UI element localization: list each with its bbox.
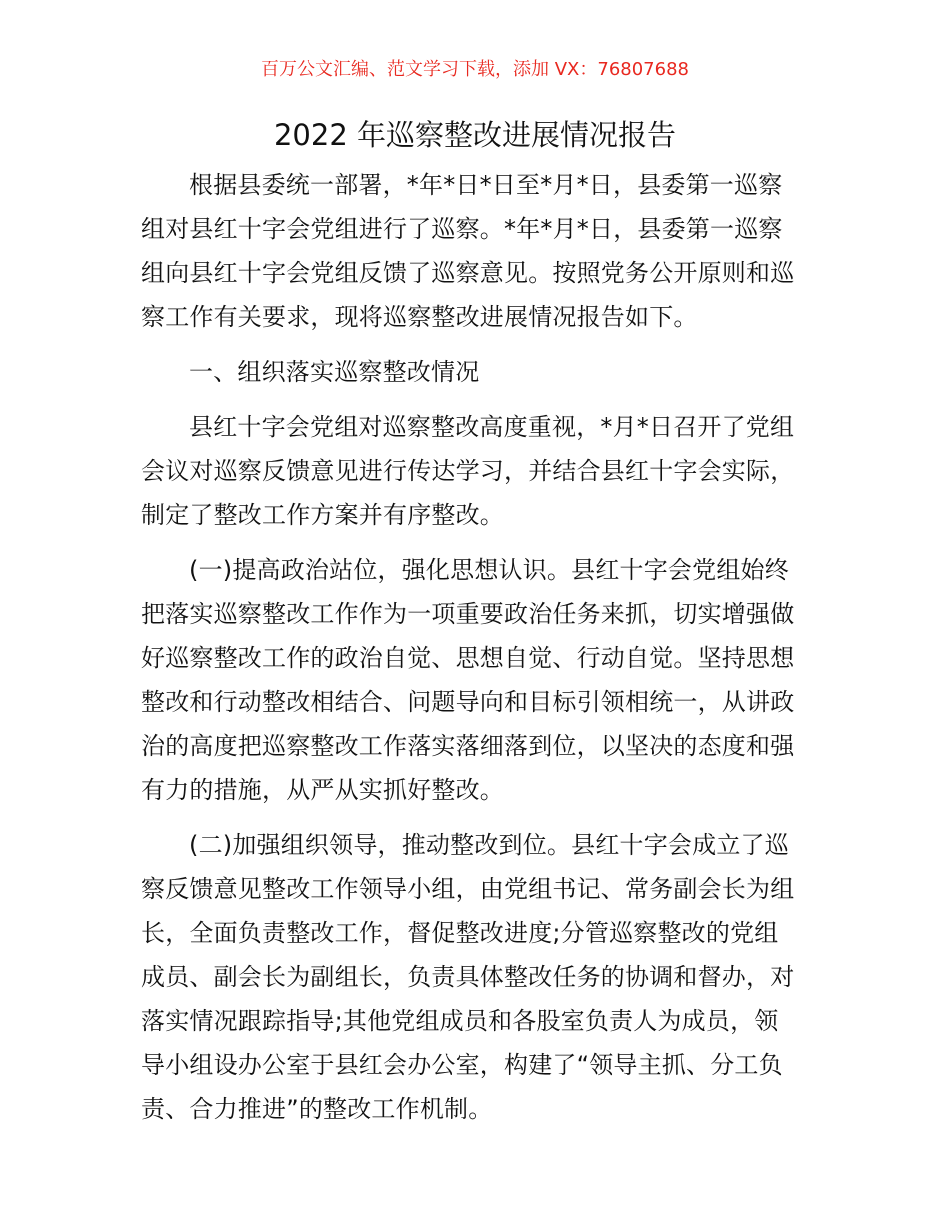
text-line: 责、合力推进”的整改工作机制。 xyxy=(141,1095,493,1123)
text-line: 察反馈意见整改工作领导小组，由党组书记、常务副会长为组 xyxy=(141,875,795,903)
paragraph-subsection-1 xyxy=(141,548,813,812)
text-line: 成员、副会长为副组长，负责具体整改任务的协调和督办，对 xyxy=(141,963,795,991)
paragraph-subsection-2 xyxy=(141,823,813,1131)
text-line: 把落实巡察整改工作作为一项重要政治任务来抓，切实增强做 xyxy=(141,600,795,628)
text-line: 好巡察整改工作的政治自觉、思想自觉、行动自觉。坚持思想 xyxy=(141,644,795,672)
text-line: 长，全面负责整改工作，督促整改进度;分管巡察整改的党组 xyxy=(141,919,779,947)
text-line: 组对县红十字会党组进行了巡察。*年*月*日，县委第一巡察 xyxy=(141,215,783,243)
text-line: 落实情况跟踪指导;其他党组成员和各股室负责人为成员，领 xyxy=(141,1007,779,1035)
text-line: 察工作有关要求，现将巡察整改进展情况报告如下。 xyxy=(141,303,698,331)
text-line: 县红十字会党组对巡察整改高度重视，*月*日召开了党组 xyxy=(189,413,795,441)
text-line: 会议对巡察反馈意见进行传达学习，并结合县红十字会实际， xyxy=(141,457,795,485)
section-heading-1 xyxy=(141,350,813,394)
section-heading-text: 一、组织落实巡察整改情况 xyxy=(189,358,480,386)
text-line: 导小组设办公室于县红会办公室，构建了“领导主抓、分工负 xyxy=(141,1051,783,1079)
document-body xyxy=(141,163,813,1131)
text-line: (一)提高政治站位，强化思想认识。县红十字会党组始终 xyxy=(189,556,789,584)
text-line: 有力的措施，从严从实抓好整改。 xyxy=(141,776,504,804)
text-line: (二)加强组织领导，推动整改到位。县红十字会成立了巡 xyxy=(189,831,789,859)
text-line: 治的高度把巡察整改工作落实落细落到位，以坚决的态度和强 xyxy=(141,732,795,760)
text-line: 制定了整改工作方案并有序整改。 xyxy=(141,501,504,529)
text-line: 整改和行动整改相结合、问题导向和目标引领相统一，从讲政 xyxy=(141,688,795,716)
document-title: 2022 年巡察整改进展情况报告 xyxy=(273,118,677,152)
text-line: 根据县委统一部署，*年*日*日至*月*日，县委第一巡察 xyxy=(189,171,783,199)
paragraph-section-1-intro xyxy=(141,405,813,537)
promo-header: 百万公文汇编、范文学习下载，添加 VX：76807688 xyxy=(261,59,689,80)
paragraph-intro xyxy=(141,163,813,339)
text-line: 组向县红十字会党组反馈了巡察意见。按照党务公开原则和巡 xyxy=(141,259,795,287)
